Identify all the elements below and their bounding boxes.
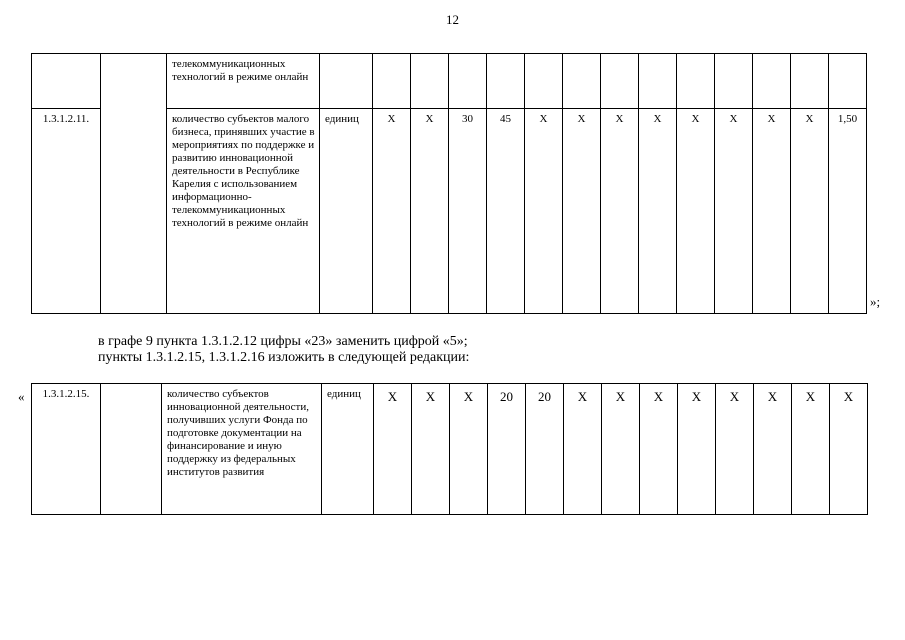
value-cell: Х bbox=[639, 109, 677, 314]
value-cell: Х bbox=[412, 384, 450, 515]
item-code: 1.3.1.2.11. bbox=[42, 113, 90, 125]
code-cell bbox=[32, 384, 101, 515]
code-cell bbox=[32, 109, 101, 314]
value-cell bbox=[373, 54, 411, 109]
amendment-paragraph: пункты 1.3.1.2.15, 1.3.1.2.16 изложить в следующей редакции: bbox=[98, 350, 470, 365]
unit-cell bbox=[322, 384, 374, 515]
description-text: количество субъектов малого бизнеса, принявших участие в мероприятиях по поддержке и развитию инновационной деятельности в Республике Карелия с использованием информационно-телекоммуникационных технологий в режиме онлайн bbox=[172, 113, 315, 229]
description-text: количество субъектов инновационной деятельности, получивших услуги Фонда по подготовке документации на финансирование и иную поддержку из федеральных институтов развития bbox=[167, 388, 309, 478]
closing-quote-mark: »; bbox=[870, 294, 881, 309]
value-cell bbox=[715, 54, 753, 109]
value-cell: Х bbox=[792, 384, 830, 515]
value-cell: 45 bbox=[487, 109, 525, 314]
unit-text: единиц bbox=[325, 113, 359, 125]
value-cell: Х bbox=[450, 384, 488, 515]
indicator-table-continuation bbox=[31, 53, 867, 314]
value-cell bbox=[829, 54, 867, 109]
value-cell: 20 bbox=[526, 384, 564, 515]
unit-cell bbox=[320, 109, 373, 314]
value-cell: 1,50 bbox=[829, 109, 867, 314]
value-cell: Х bbox=[374, 384, 412, 515]
description-text: телекоммуникационных технологий в режиме онлайн bbox=[172, 58, 309, 83]
value-cell: Х bbox=[677, 109, 715, 314]
value-cell bbox=[449, 54, 487, 109]
value-cell bbox=[525, 54, 563, 109]
empty-cell bbox=[101, 384, 162, 515]
table-row bbox=[32, 384, 868, 515]
opening-quote-mark: « bbox=[18, 389, 25, 404]
value-cell bbox=[563, 54, 601, 109]
value-cell: 30 bbox=[449, 109, 487, 314]
value-cell: Х bbox=[716, 384, 754, 515]
value-cell: Х bbox=[754, 384, 792, 515]
value-cell: Х bbox=[601, 109, 639, 314]
unit-cell bbox=[320, 54, 373, 109]
code-cell bbox=[32, 54, 101, 109]
empty-cell bbox=[101, 54, 167, 314]
value-cell bbox=[791, 54, 829, 109]
amendment-paragraph: в графе 9 пункта 1.3.1.2.12 цифры «23» заменить цифрой «5»; bbox=[98, 334, 468, 349]
page-number: 12 bbox=[446, 12, 459, 27]
value-cell: Х bbox=[373, 109, 411, 314]
value-cell: Х bbox=[715, 109, 753, 314]
item-code: 1.3.1.2.15. bbox=[42, 388, 90, 400]
value-cell bbox=[753, 54, 791, 109]
value-cell: 20 bbox=[488, 384, 526, 515]
value-cell: Х bbox=[411, 109, 449, 314]
value-cell bbox=[639, 54, 677, 109]
value-cell bbox=[487, 54, 525, 109]
value-cell: Х bbox=[602, 384, 640, 515]
value-cell: Х bbox=[640, 384, 678, 515]
value-cell bbox=[411, 54, 449, 109]
value-cell: Х bbox=[678, 384, 716, 515]
value-cell: Х bbox=[564, 384, 602, 515]
value-cell: Х bbox=[563, 109, 601, 314]
description-cell bbox=[162, 384, 322, 515]
indicator-table-new bbox=[31, 383, 868, 515]
value-cell: Х bbox=[791, 109, 829, 314]
description-cell bbox=[167, 109, 320, 314]
unit-text: единиц bbox=[327, 388, 361, 400]
table-row-carryover bbox=[32, 54, 867, 109]
value-cell: Х bbox=[830, 384, 868, 515]
value-cell: Х bbox=[753, 109, 791, 314]
description-cell bbox=[167, 54, 320, 109]
value-cell bbox=[601, 54, 639, 109]
value-cell: Х bbox=[525, 109, 563, 314]
value-cell bbox=[677, 54, 715, 109]
